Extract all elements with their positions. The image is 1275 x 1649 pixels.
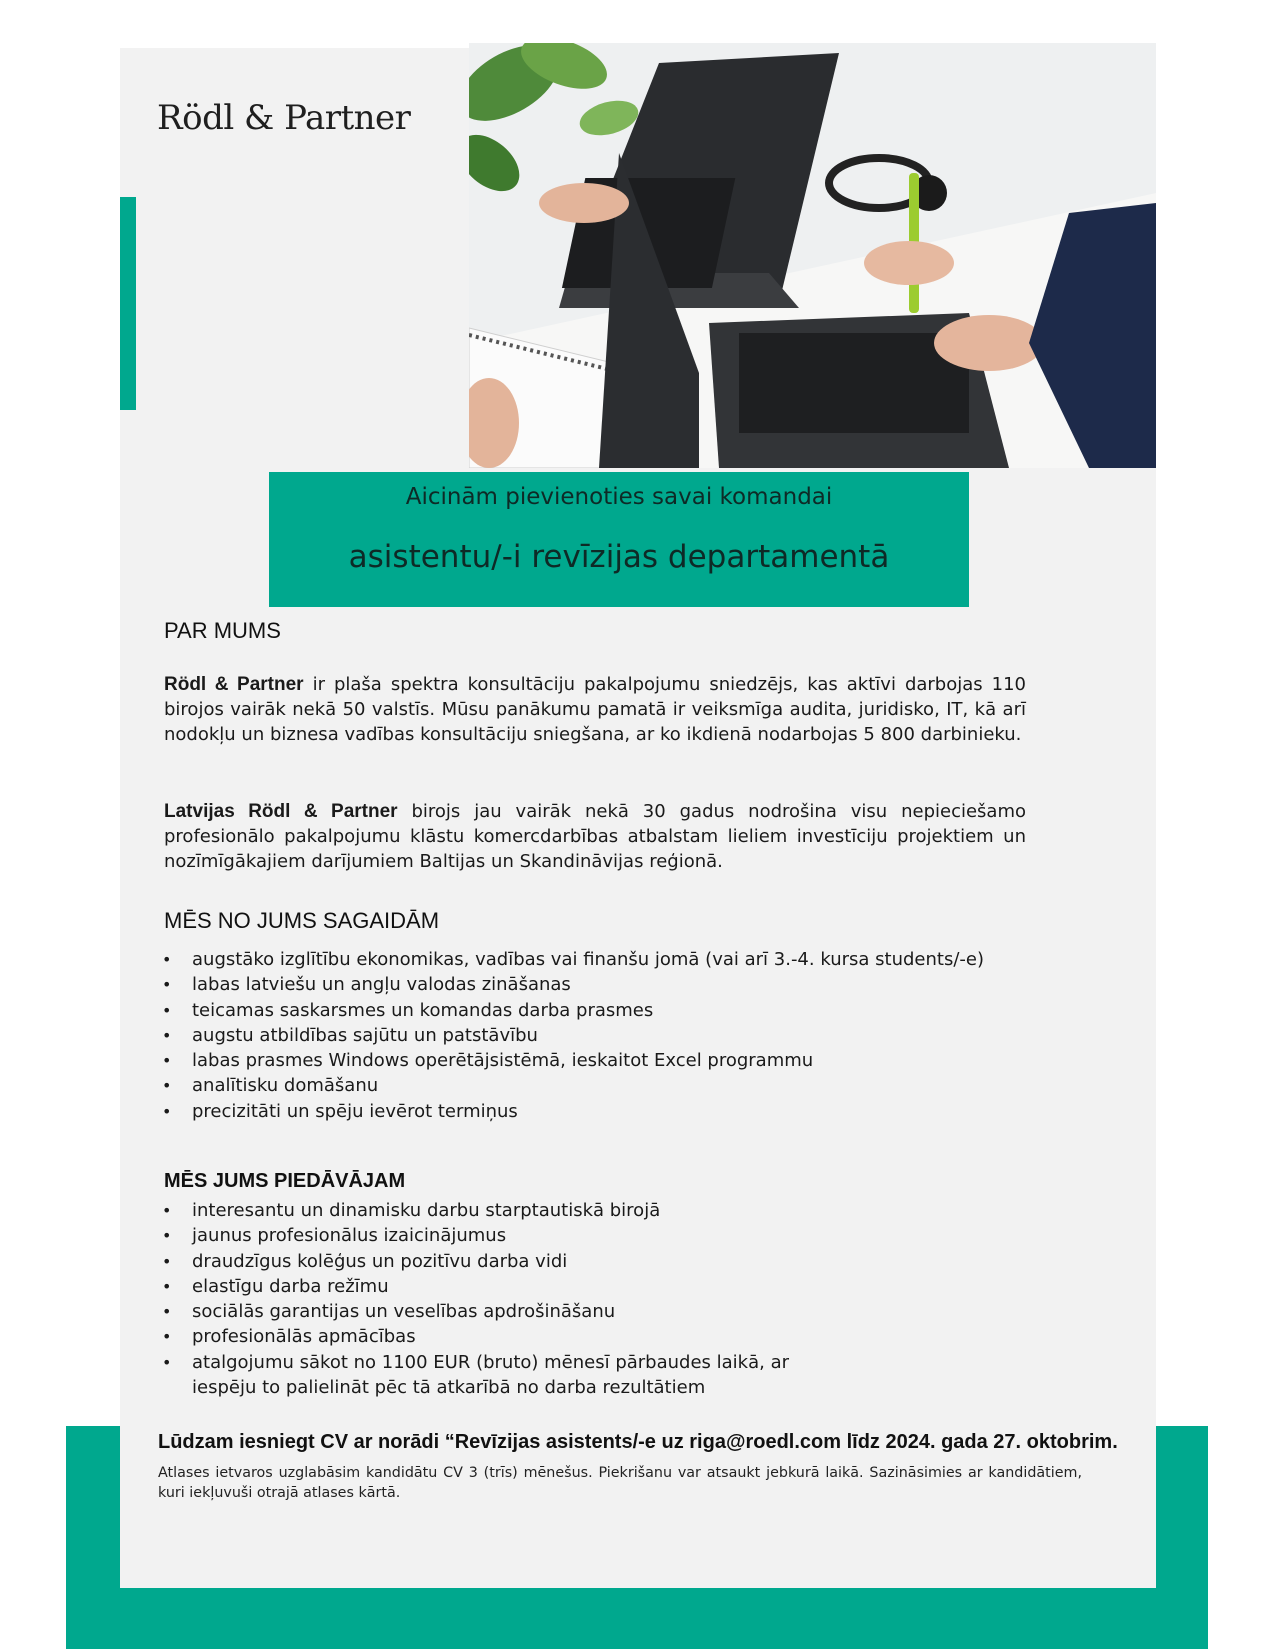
latvian-office-bold: Latvijas Rödl & Partner bbox=[164, 801, 398, 822]
expect-list bbox=[160, 947, 984, 1124]
laptops-illustration bbox=[469, 43, 1156, 468]
list-item: • teicamas saskarsmes un komandas darba prasmes bbox=[160, 998, 984, 1023]
list-item: • labas latviešu un angļu valodas zināšanas bbox=[160, 972, 984, 997]
list-item: • elastīgu darba režīmu bbox=[160, 1274, 789, 1299]
list-item: • sociālās garantijas un veselības apdrošināšanu bbox=[160, 1299, 789, 1324]
banner-subtitle: Aicinām pievienoties savai komandai bbox=[405, 484, 833, 510]
about-heading: PAR MUMS bbox=[164, 618, 281, 643]
about-paragraph-2-text: birojs jau vairāk nekā 30 gadus nodrošina visu nepieciešamo profesionālo pakalpojumu klāstu komercdarbības atbalstam lieliem investīciju projektiem un nozīmīgākajiem darījumiem Baltijas un Skandināvijas reģionā. bbox=[164, 801, 1026, 872]
salary-line-2: iespēju to palielināt pēc tā atkarībā no darba rezultātiem bbox=[192, 1377, 706, 1399]
expect-heading: MĒS NO JUMS SAGAIDĀM bbox=[164, 908, 440, 933]
list-item: • jaunus profesionālus izaicinājumus bbox=[160, 1223, 789, 1248]
company-name-bold: Rödl & Partner bbox=[164, 674, 304, 695]
accent-bar bbox=[120, 197, 136, 410]
about-paragraph-2 bbox=[164, 799, 1026, 874]
office-photo bbox=[469, 43, 1156, 468]
list-item: • draudzīgus kolēģus un pozitīvu darba vidi bbox=[160, 1249, 789, 1274]
list-item: • interesantu un dinamisku darbu starptautiskā birojā bbox=[160, 1198, 789, 1223]
salary-line-1: atalgojumu sākot no 1100 EUR (bruto) mēnesī pārbaudes laikā, ar bbox=[192, 1351, 790, 1373]
job-title: asistentu/-i revīzijas departamentā bbox=[348, 539, 890, 575]
list-item: • labas prasmes Windows operētājsistēmā, ieskaitot Excel programmu bbox=[160, 1048, 984, 1073]
about-paragraph-1-text: ir plaša spektra konsultāciju pakalpojumu sniedzējs, kas aktīvi darbojas 110 birojos vairāk nekā 50 valstīs. Mūsu panākumu pamatā ir veiksmīga audita, juridisko, IT, kā arī nodokļu un biznesa vadības konsultāciju sniegšana, ar ko ikdienā nodarbojas 5 800 darbinieku. bbox=[164, 674, 1026, 745]
application-instructions: Lūdzam iesniegt CV ar norādi “Revīzijas asistents/-e uz riga@roedl.com līdz 2024. gada 27. oktobrim. bbox=[158, 1431, 1118, 1453]
offer-heading: MĒS JUMS PIEDĀVĀJAM bbox=[164, 1170, 406, 1192]
list-item-salary bbox=[160, 1350, 789, 1401]
company-logo: Rödl & Partner bbox=[157, 98, 411, 138]
list-item: • analītisku domāšanu bbox=[160, 1073, 984, 1098]
headline-banner bbox=[269, 472, 969, 607]
list-item: • precizitāti un spēju ievērot termiņus bbox=[160, 1099, 984, 1124]
offer-list bbox=[160, 1198, 789, 1400]
list-item: • augstu atbildības sajūtu un patstāvību bbox=[160, 1023, 984, 1048]
list-item: • augstāko izglītību ekonomikas, vadības vai finanšu jomā (vai arī 3.-4. kursa students/-e) bbox=[160, 947, 984, 972]
list-item: • profesionālās apmācības bbox=[160, 1324, 789, 1349]
about-paragraph-1 bbox=[164, 672, 1026, 747]
data-retention-note: Atlases ietvaros uzglabāsim kandidātu CV 3 (trīs) mēnešus. Piekrišanu var atsaukt jebkurā laikā. Sazināsimies ar kandidātiem, kuri iekļuvuši otrajā atlases kārtā. bbox=[158, 1465, 1082, 1501]
